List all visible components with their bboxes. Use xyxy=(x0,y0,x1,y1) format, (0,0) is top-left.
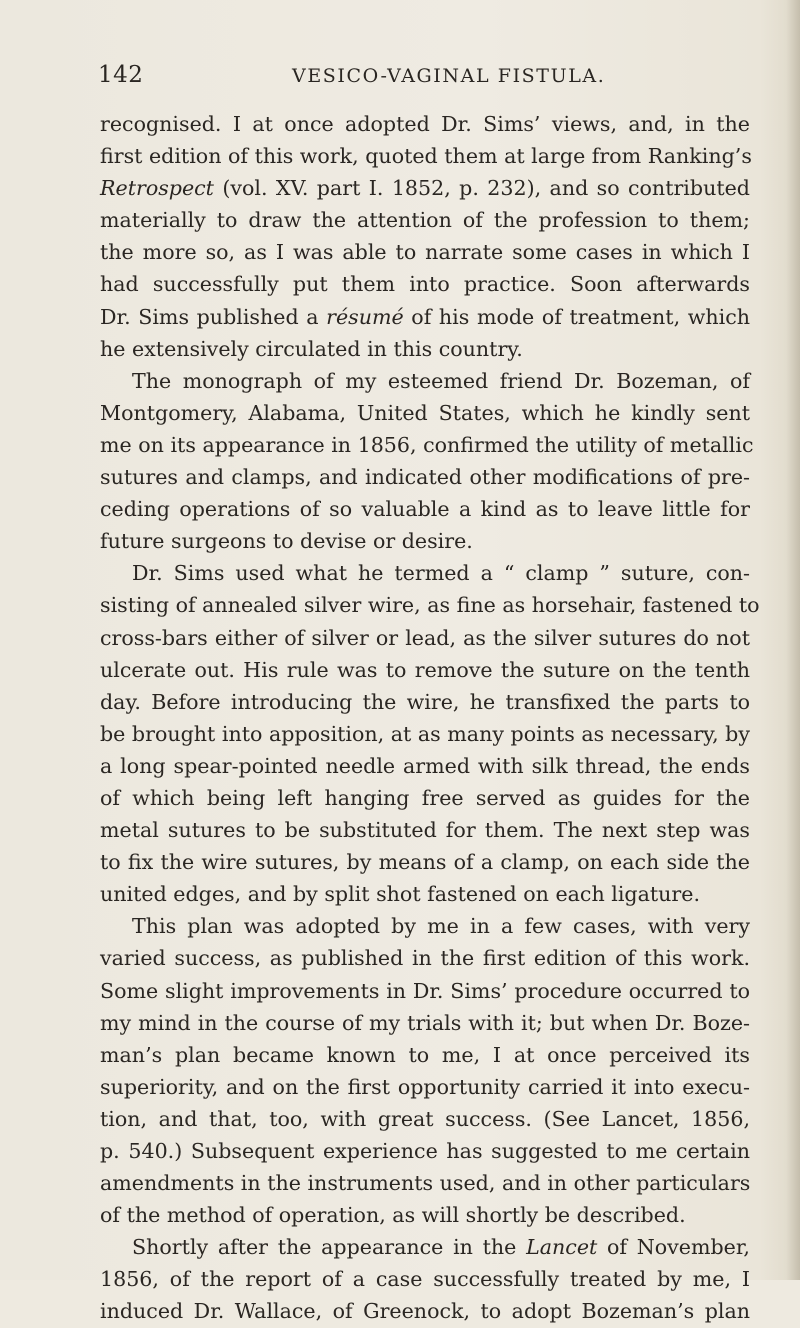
text-line: Montgomery, Alabama, United States, which he kindly sent xyxy=(100,400,750,425)
text-run: Dr. Sims published a xyxy=(100,304,327,329)
text-line: of the method of operation, as will shortly be described. xyxy=(100,1203,686,1228)
text-line: materially to draw the attention of the profession to them; xyxy=(100,208,750,233)
text-line: recognised. I at once adopted Dr. Sims’ views, and, in the xyxy=(100,112,750,136)
text-line: induced Dr. Wallace, of Greenock, to adopt Bozeman’s plan xyxy=(100,1299,750,1324)
text-line: p. 540.) Subsequent experience has suggested to me certain xyxy=(100,1139,750,1163)
text-line: This plan was adopted by me in a few cases, with very xyxy=(132,914,750,939)
text-run: (vol. XV. part I. 1852, p. 232), and so contributed xyxy=(213,176,750,201)
text-line xyxy=(100,1231,750,1263)
running-title: VESICO-VAGINAL FISTULA. xyxy=(292,65,606,87)
text-run: of November, xyxy=(597,1235,750,1260)
text-line xyxy=(100,301,750,333)
text-run: of his mode of treatment, which xyxy=(403,304,750,329)
text-line: be brought into apposition, at as many points as necessary, by xyxy=(100,721,750,746)
text-line: my mind in the course of my trials with it; but when Dr. Boze- xyxy=(100,1010,750,1035)
text-line: cross-bars either of silver or lead, as the silver sutures do not xyxy=(100,625,750,650)
running-head xyxy=(0,62,800,92)
text-line: ceding operations of so valuable a kind as to leave little for xyxy=(100,497,750,522)
text-line: united edges, and by split shot fastened on each ligature. xyxy=(100,882,701,907)
text-line: had successfully put them into practice. Soon afterwards xyxy=(100,272,750,297)
text-run: Shortly after the appearance in the xyxy=(132,1235,527,1260)
text-line: amendments in the instruments used, and in other particulars xyxy=(100,1171,751,1196)
text-line: metal sutures to be substituted for them. The next step was xyxy=(100,818,750,843)
page-edge-shadow xyxy=(786,0,800,1280)
text-line: The monograph of my esteemed friend Dr. Bozeman, of xyxy=(132,368,750,393)
text-line: superiority, and on the first opportunity carried it into execu- xyxy=(100,1074,750,1099)
text-line: a long spear-pointed needle armed with silk thread, the ends xyxy=(100,753,750,778)
text-line: varied success, as published in the first edition of this work. xyxy=(100,946,750,971)
text-line: man’s plan became known to me, I at once perceived its xyxy=(100,1042,750,1067)
text-line: first edition of this work, quoted them at large from Ranking’s xyxy=(100,144,752,169)
italic-term: Retrospect xyxy=(100,176,214,201)
text-line: he extensively circulated in this country. xyxy=(100,336,523,361)
text-line: of which being left hanging free served as guides for the xyxy=(100,785,750,810)
text-line: me on its appearance in 1856, confirmed the utility of metallic xyxy=(100,432,754,457)
text-line: to fix the wire sutures, by means of a clamp, on each side the xyxy=(100,850,750,875)
text-line: day. Before introducing the wire, he transfixed the parts to xyxy=(100,689,750,714)
italic-term: Lancet xyxy=(526,1235,598,1260)
text-line: the more so, as I was able to narrate some cases in which I xyxy=(100,240,750,265)
body-text xyxy=(100,108,760,1328)
text-line: tion, and that, too, with great success. (See Lancet, 1856, xyxy=(100,1106,750,1131)
text-line: Some slight improvements in Dr. Sims’ procedure occurred to xyxy=(100,978,750,1003)
text-line: Dr. Sims used what he termed a “ clamp ” suture, con- xyxy=(132,561,750,586)
page-number: 142 xyxy=(98,62,144,88)
italic-term: résumé xyxy=(326,304,404,329)
text-line: 1856, of the report of a case successfully treated by me, I xyxy=(100,1267,750,1292)
text-line: sisting of annealed silver wire, as fine as horsehair, fastened to xyxy=(100,593,760,618)
text-line: ulcerate out. His rule was to remove the suture on the tenth xyxy=(100,657,750,682)
text-line: future surgeons to devise or desire. xyxy=(100,529,473,554)
text-line: sutures and clamps, and indicated other modifications of pre- xyxy=(100,465,750,490)
text-line xyxy=(100,172,750,204)
